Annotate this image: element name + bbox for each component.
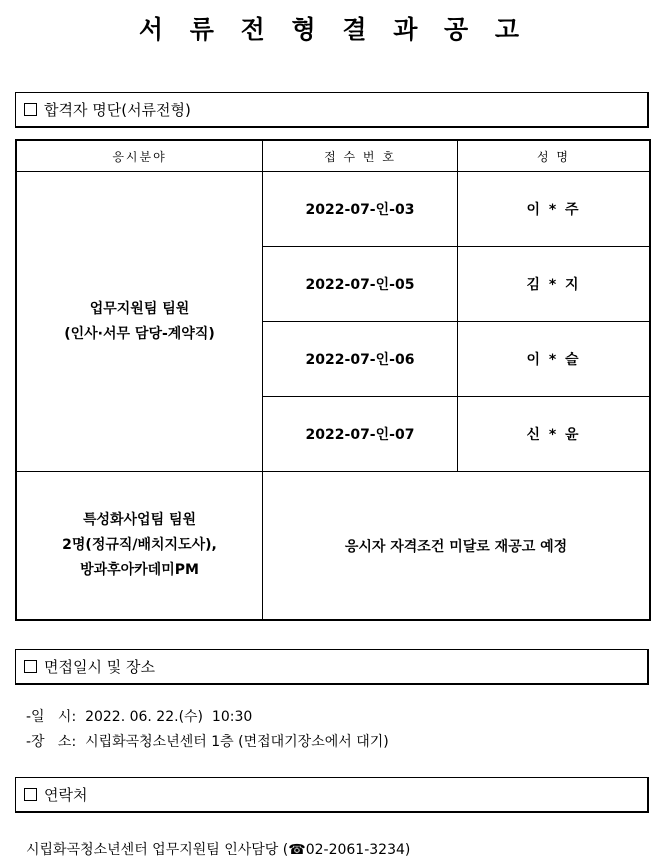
checkbox-square-icon (24, 103, 37, 116)
table-header-row (16, 140, 650, 172)
contact-text: 시립화곡청소년센터 업무지원팀 인사담당 ( (26, 842, 289, 858)
header-field: 응시분야 (16, 140, 263, 172)
results-table (15, 139, 651, 621)
table-row (16, 172, 650, 247)
section-header-passers (15, 92, 649, 128)
section-header-interview (15, 649, 649, 685)
number-cell: 2022-07-인-06 (263, 322, 458, 397)
field-line: 업무지원팀 팀원 (89, 300, 190, 317)
number-cell: 2022-07-인-05 (263, 247, 458, 322)
field-cell (16, 472, 263, 621)
checkbox-square-icon (24, 788, 37, 801)
section-label: 연락처 (44, 786, 88, 804)
section-label: 합격자 명단(서류전형) (44, 101, 191, 119)
section-label: 면접일시 및 장소 (44, 658, 155, 676)
field-line: 2명(정규직/배치지도사), (62, 537, 217, 553)
phone-icon: ☎ (288, 842, 306, 858)
section-header-contact (15, 777, 649, 813)
header-number: 접 수 번 호 (263, 140, 458, 172)
interview-date: -일 시: 2022. 06. 22.(수) 10:30 (26, 709, 253, 725)
field-line: 방과후아카데미PM (80, 562, 199, 578)
name-cell: 김 * 지 (458, 247, 651, 322)
name-cell: 신 * 윤 (458, 397, 651, 472)
page-title: 서 류 전 형 결 과 공 고 (138, 15, 529, 44)
name-cell: 이 * 슬 (458, 322, 651, 397)
checkbox-square-icon (24, 660, 37, 673)
number-cell: 2022-07-인-03 (263, 172, 458, 247)
field-line: (인사·서무 담당-계약직) (64, 325, 215, 342)
field-cell (16, 172, 263, 472)
contact-phone: 02-2061-3234) (305, 842, 411, 858)
table-row (16, 472, 650, 621)
note-cell: 응시자 자격조건 미달로 재공고 예정 (263, 472, 651, 621)
field-line: 특성화사업팀 팀원 (82, 512, 197, 528)
header-name: 성 명 (458, 140, 651, 172)
interview-place: -장 소: 시립화곡청소년센터 1층 (면접대기장소에서 대기) (26, 734, 389, 750)
name-cell: 이 * 주 (458, 172, 651, 247)
contact-line (26, 839, 410, 859)
number-cell: 2022-07-인-07 (263, 397, 458, 472)
